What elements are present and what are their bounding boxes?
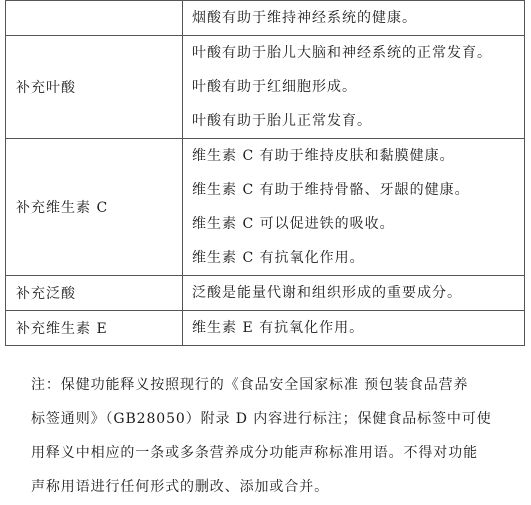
- claim-text: 烟酸有助于维持神经系统的健康。: [192, 10, 417, 26]
- claim-text: 叶酸有助于红细胞形成。: [192, 79, 357, 95]
- claim-text: 维生素 E 有抗氧化作用。: [192, 320, 365, 336]
- claims-cell: [183, 1, 525, 36]
- category-cell: 补充叶酸: [6, 36, 183, 139]
- category-cell: 补充维生素 C: [6, 139, 183, 276]
- table-row: [6, 276, 525, 311]
- claims-cell: [183, 139, 525, 276]
- claim-text: 维生素 C 有抗氧化作用。: [192, 250, 365, 266]
- claim-text: 叶酸有助于胎儿大脑和神经系统的正常发育。: [192, 45, 492, 61]
- table-row: [6, 36, 525, 139]
- category-cell: 补充维生素 E: [6, 311, 183, 346]
- table-row: [6, 1, 525, 36]
- claim-text: 维生素 C 可以促进铁的吸收。: [192, 216, 395, 232]
- footnote-line: 用释义中相应的一条或多条营养成分功能声称标准用语。不得对功能: [31, 445, 478, 461]
- claim-text: 叶酸有助于胎儿正常发育。: [192, 113, 372, 129]
- category-cell: [6, 1, 183, 36]
- table-row: [6, 311, 525, 346]
- footnote: [31, 368, 526, 504]
- footnote-line: 声称用语进行任何形式的删改、添加或合并。: [31, 479, 329, 495]
- claim-text: 泛酸是能量代谢和组织形成的重要成分。: [192, 285, 462, 301]
- table-row: [6, 139, 525, 276]
- footnote-line: 标签通则》（GB28050）附录 D 内容进行标注；保健食品标签中可使: [31, 411, 492, 427]
- nutrient-claims-table: [5, 0, 525, 346]
- claims-cell: [183, 36, 525, 139]
- footnote-line: 注：保健功能释义按照现行的《食品安全国家标准 预包装食品营养: [31, 377, 469, 393]
- claim-text: 维生素 C 有助于维持骨骼、牙龈的健康。: [192, 182, 470, 198]
- claim-text: 维生素 C 有助于维持皮肤和黏膜健康。: [192, 148, 455, 164]
- category-cell: 补充泛酸: [6, 276, 183, 311]
- claims-cell: [183, 276, 525, 311]
- claims-cell: [183, 311, 525, 346]
